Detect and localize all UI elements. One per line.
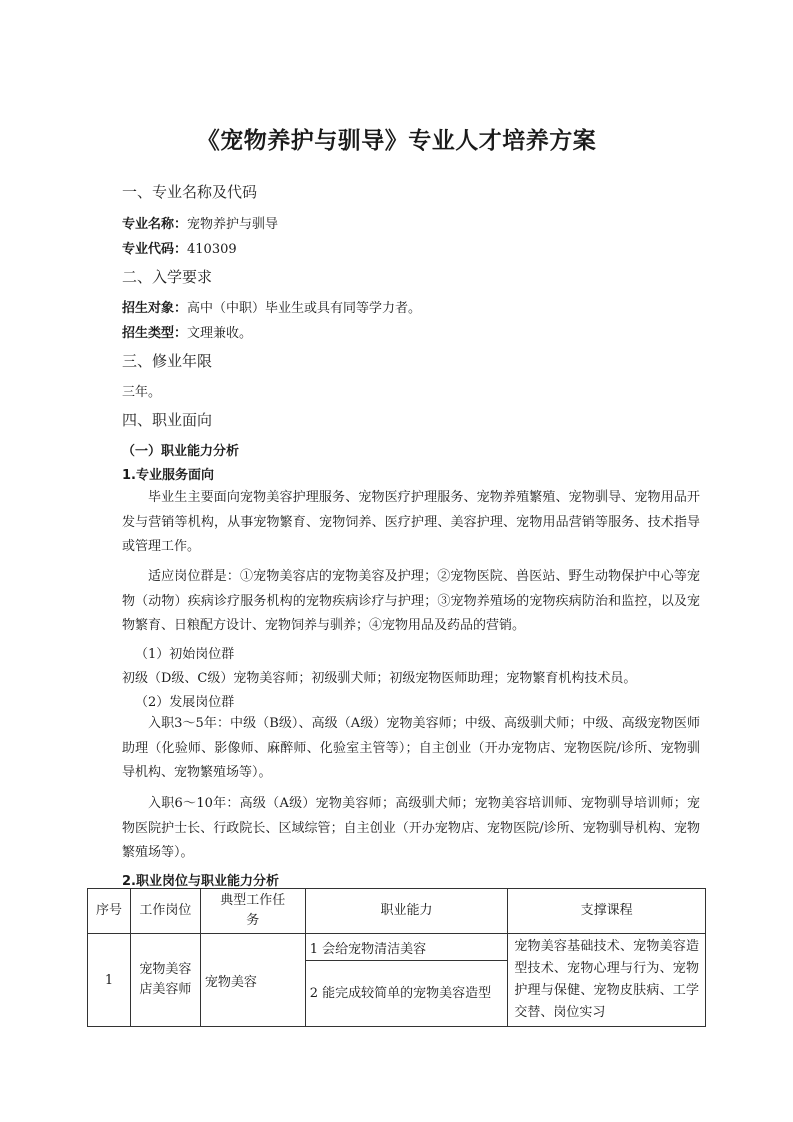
table-header-row: [88, 889, 706, 934]
paragraph-job-groups: 适应岗位群是：①宠物美容店的宠物美容及护理；②宠物医院、兽医站、野生动物保护中心等宠物（动物）疾病诊疗服务机构的宠物疾病诊疗与护理；③宠物养殖场的宠物疾病防治和监控，以及宠物繁育、日粮配方设计、宠物饲养与驯养；④宠物用品及药品的营销。: [122, 569, 700, 633]
cell-task: 宠物美容: [200, 934, 305, 1027]
section-heading-name-code: 一、专业名称及代码: [122, 183, 258, 201]
major-code-label: 专业代码：: [122, 242, 188, 257]
major-code-value: 410309: [187, 242, 237, 257]
enroll-target-row: [122, 297, 421, 316]
header-position: 工作岗位: [130, 889, 200, 934]
major-name-row: [122, 213, 278, 232]
major-code-row: [122, 238, 237, 257]
paragraph-develop-3-5-years: 入职3～5年：中级（B级）、高级（A级）宠物美容师；中级、高级驯犬师；中级、高级宠物医师助理（化验师、影像师、麻醉师、化验室主管等）；自主创业（开办宠物店、宠物医院/诊所、宠物驯导机构、宠物繁殖场等）。: [122, 716, 700, 780]
header-no: 序号: [88, 889, 131, 934]
initial-position-text: 初级（D级、C级）宠物美容师；初级驯犬师；初级宠物医师助理；宠物繁育机构技术员。: [122, 671, 637, 686]
enroll-type-row: [122, 322, 252, 341]
paragraph-develop-6-10-years: 入职6～10年：高级（A级）宠物美容师；高级驯犬师；宠物美容培训师、宠物驯导培训师；宠物医院护士长、行政院长、区域综管；自主创业（开办宠物店、宠物医院/诊所、宠物驯导机构、宠物繁殖场等）。: [122, 796, 700, 860]
enroll-type-label: 招生类型：: [122, 326, 188, 341]
position-ability-table: [87, 888, 706, 1027]
header-courses: 支撑课程: [508, 889, 706, 934]
duration-value: 三年。: [122, 385, 162, 400]
development-position-heading: （2）发展岗位群: [135, 695, 235, 710]
section-heading-duration: 三、修业年限: [122, 352, 213, 370]
paragraph-service-orientation: 毕业生主要面向宠物美容护理服务、宠物医疗护理服务、宠物养殖繁殖、宠物驯导、宠物用品开发与营销等机构，从事宠物繁育、宠物饲养、医疗护理、美容护理、宠物用品营销等服务、技术指导或管理工作。: [122, 490, 700, 554]
subheading-position-ability-analysis: 2.职业岗位与职业能力分析: [122, 874, 279, 889]
cell-no: 1: [88, 934, 131, 1027]
section-heading-admission: 二、入学要求: [122, 268, 213, 286]
enroll-target-value: 高中（中职）毕业生或具有同等学力者。: [187, 301, 422, 316]
major-name-label: 专业名称：: [122, 217, 188, 232]
subheading-ability-analysis: （一）职业能力分析: [122, 444, 240, 459]
initial-position-heading: （1）初始岗位群: [135, 647, 235, 662]
major-name-value: 宠物养护与驯导: [187, 217, 279, 232]
enroll-type-value: 文理兼收。: [187, 326, 253, 341]
cell-ability-1: 1 会给宠物清洁美容: [305, 934, 508, 961]
document-title: 《宠物养护与驯导》专业人才培养方案: [196, 127, 597, 154]
header-ability: 职业能力: [305, 889, 508, 934]
table-row: [88, 934, 706, 961]
cell-courses: 宠物美容基础技术、宠物美容造型技术、宠物心理与行为、宠物护理与保健、宠物皮肤病、工学交替、岗位实习: [508, 934, 706, 1027]
cell-ability-2: 2 能完成较简单的宠物美容造型: [305, 961, 508, 1027]
header-task: 典型工作任务: [200, 889, 305, 934]
section-heading-career: 四、职业面向: [122, 411, 213, 429]
cell-position: 宠物美容店美容师: [130, 934, 200, 1027]
enroll-target-label: 招生对象：: [122, 301, 188, 316]
subheading-service-orientation: 1.专业服务面向: [122, 468, 214, 483]
